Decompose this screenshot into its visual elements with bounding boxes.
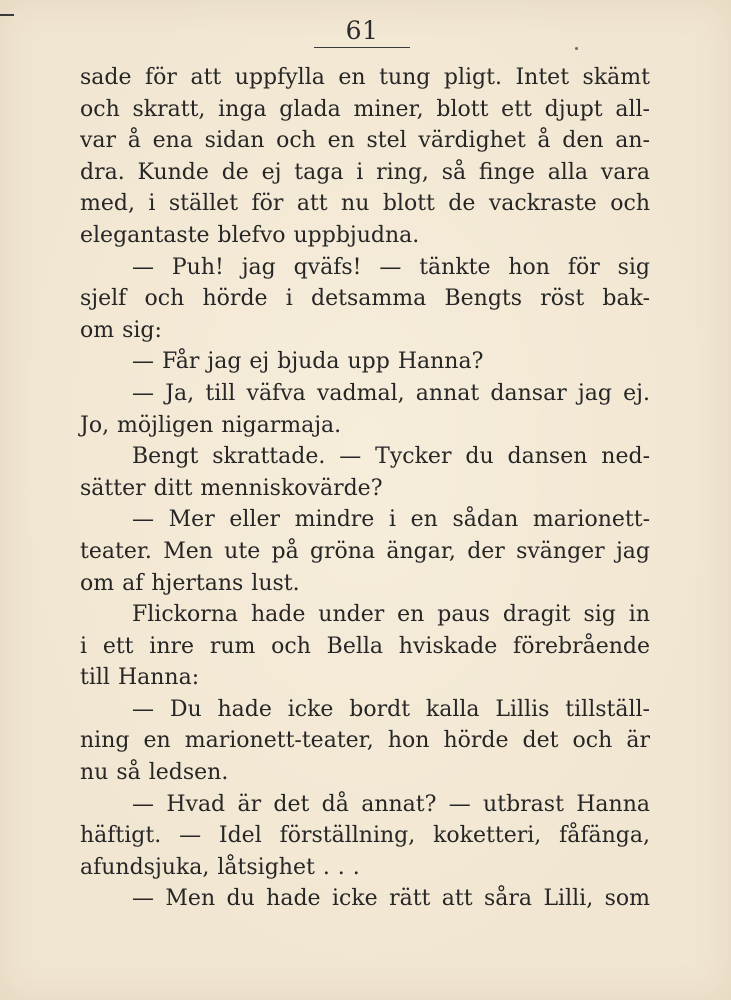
text-line: och skratt, inga glada miner, blott ett djupt all-	[80, 96, 650, 122]
body-text	[80, 62, 650, 915]
text-line: — Puh! jag qväfs! — tänkte hon för sig	[132, 254, 650, 280]
text-line: — Du hade icke bordt kalla Lillis tillställ-	[132, 696, 650, 722]
text-line: elegantaste blefvo uppbjudna.	[80, 222, 420, 248]
text-line: sade för att uppfylla en tung pligt. Intet skämt	[80, 65, 650, 90]
text-line: — Hvad är det då annat? — utbrast Hanna	[132, 791, 650, 817]
text-line: ning en marionett-teater, hon hörde det och är	[80, 728, 650, 754]
text-line: — Men du hade icke rätt att såra Lilli, som	[132, 886, 650, 912]
text-line: — Mer eller mindre i en sådan marionett-	[132, 507, 650, 533]
text-line: dra. Kunde de ej taga i ring, så finge alla vara	[80, 159, 650, 185]
text-line: nu så ledsen.	[80, 760, 229, 786]
text-line: med, i stället för att nu blott de vackraste och	[80, 191, 650, 217]
text-line: Jo, möjligen nigarmaja.	[80, 412, 342, 438]
text-line: till Hanna:	[80, 665, 200, 691]
text-line: afundsjuka, låtsighet . . .	[80, 854, 360, 880]
text-line: sjelf och hörde i detsamma Bengts röst bak-	[80, 286, 650, 312]
text-line: i ett inre rum och Bella hviskade förebrående	[80, 633, 650, 659]
header-rule	[314, 47, 410, 48]
page-header	[0, 14, 731, 64]
page-number: 61	[345, 16, 379, 45]
text-line: Bengt skrattade. — Tycker du dansen ned-	[132, 444, 650, 470]
text-line: var å ena sidan och en stel värdighet å den an-	[80, 128, 650, 154]
paper-speck	[575, 47, 578, 50]
text-line: sätter ditt menniskovärde?	[80, 475, 383, 501]
text-line: — Ja, till väfva vadmal, annat dansar jag ej.	[132, 380, 650, 406]
text-line: om sig:	[80, 317, 162, 343]
text-line: teater. Men ute på gröna ängar, der svänger jag	[80, 538, 650, 564]
text-line: — Får jag ej bjuda upp Hanna?	[132, 349, 484, 375]
text-line: Flickorna hade under en paus dragit sig in	[132, 602, 650, 628]
text-line: om af hjertans lust.	[80, 570, 300, 596]
text-line: häftigt. — Idel förställning, koketteri, fåfänga,	[80, 823, 650, 849]
